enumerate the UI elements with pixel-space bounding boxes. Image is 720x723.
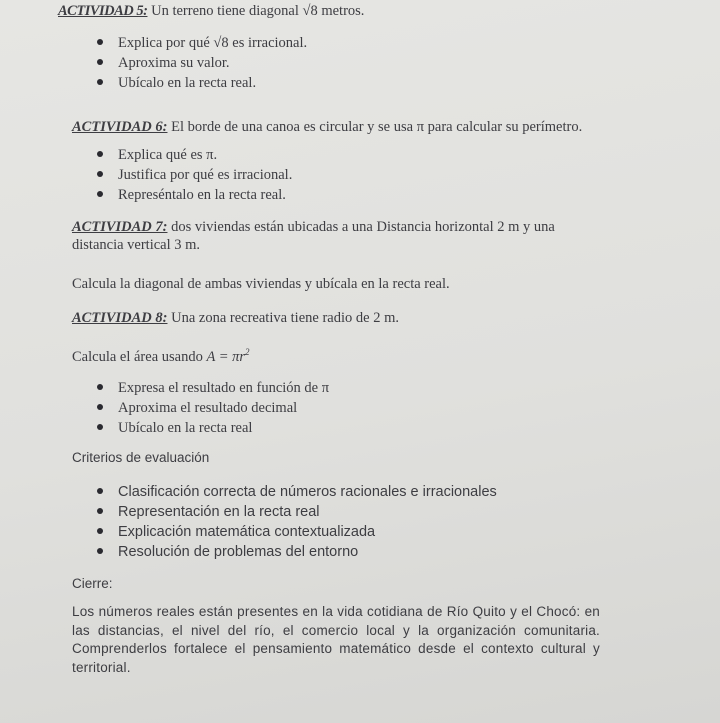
bullet-icon [97,404,103,410]
list-item: Aproxima su valor. [118,53,307,73]
bullet-icon [97,59,103,65]
bullet-icon [97,488,103,494]
actividad-7-text-line2: distancia vertical 3 m. [72,237,201,253]
actividad-7-text-line1: dos viviendas están ubicadas a una Distancia horizontal 2 m y una [171,219,555,235]
bullet-icon [97,508,103,514]
cierre-paragraph: Los números reales están presentes en la vida cotidiana de Río Quito y el Chocó: en las distancias, el nivel del río, el comercio local y la organización comunitaria. Comprenderlos fortalece el pensamiento matemático desde el contexto cultural y territorial. [72,604,600,675]
criterios-title: Criterios de evaluación [72,450,210,465]
list-item: Resolución de problemas del entorno [118,542,497,562]
list-item: Expresa el resultado en función de π [118,378,329,398]
actividad-6-label: ACTIVIDAD 6: [72,119,168,135]
actividad-8-text: Una zona recreativa tiene radio de 2 m. [171,310,399,326]
cierre-title: Cierre: [72,576,113,591]
list-item: Representación en la recta real [118,502,497,522]
list-item: Explicación matemática contextualizada [118,522,497,542]
actividad-5-list [118,33,307,93]
area-formula: $A = \pi r^2$ [206,347,250,365]
actividad-5-label: ACTIVIDAD 5: [58,3,148,19]
list-item: Clasificación correcta de números racionales e irracionales [118,482,497,502]
bullet-icon [97,79,103,85]
actividad-7-instruction: Calcula la diagonal de ambas viviendas y ubícala en la recta real. [72,276,450,292]
actividad-6-heading [72,118,582,136]
criterios-list [118,482,497,562]
list-item: Justifica por qué es irracional. [118,165,292,185]
actividad-8-formula-line [72,343,250,366]
list-item: Represéntalo en la recta real. [118,185,292,205]
list-item: Ubícalo en la recta real [118,418,329,438]
actividad-6-list [118,145,292,205]
formula-prefix: Calcula el área usando [72,348,203,365]
actividad-5-text: Un terreno tiene diagonal √8 metros. [151,3,365,19]
actividad-7-label: ACTIVIDAD 7: [72,219,168,235]
bullet-icon [97,191,103,197]
bullet-icon [97,151,103,157]
list-item: Explica por qué √8 es irracional. [118,33,307,53]
bullet-icon [97,384,103,390]
actividad-7-heading [72,218,555,236]
bullet-icon [97,171,103,177]
bullet-icon [97,39,103,45]
bullet-icon [97,424,103,430]
bullet-icon [97,548,103,554]
actividad-8-list [118,378,329,438]
list-item: Explica qué es π. [118,145,292,165]
actividad-5-heading [58,2,364,20]
list-item: Aproxima el resultado decimal [118,398,329,418]
list-item: Ubícalo en la recta real. [118,73,307,93]
actividad-8-label: ACTIVIDAD 8: [72,310,168,326]
bullet-icon [97,528,103,534]
actividad-6-text: El borde de una canoa es circular y se usa π para calcular su perímetro. [171,119,583,135]
actividad-8-heading [72,309,399,327]
